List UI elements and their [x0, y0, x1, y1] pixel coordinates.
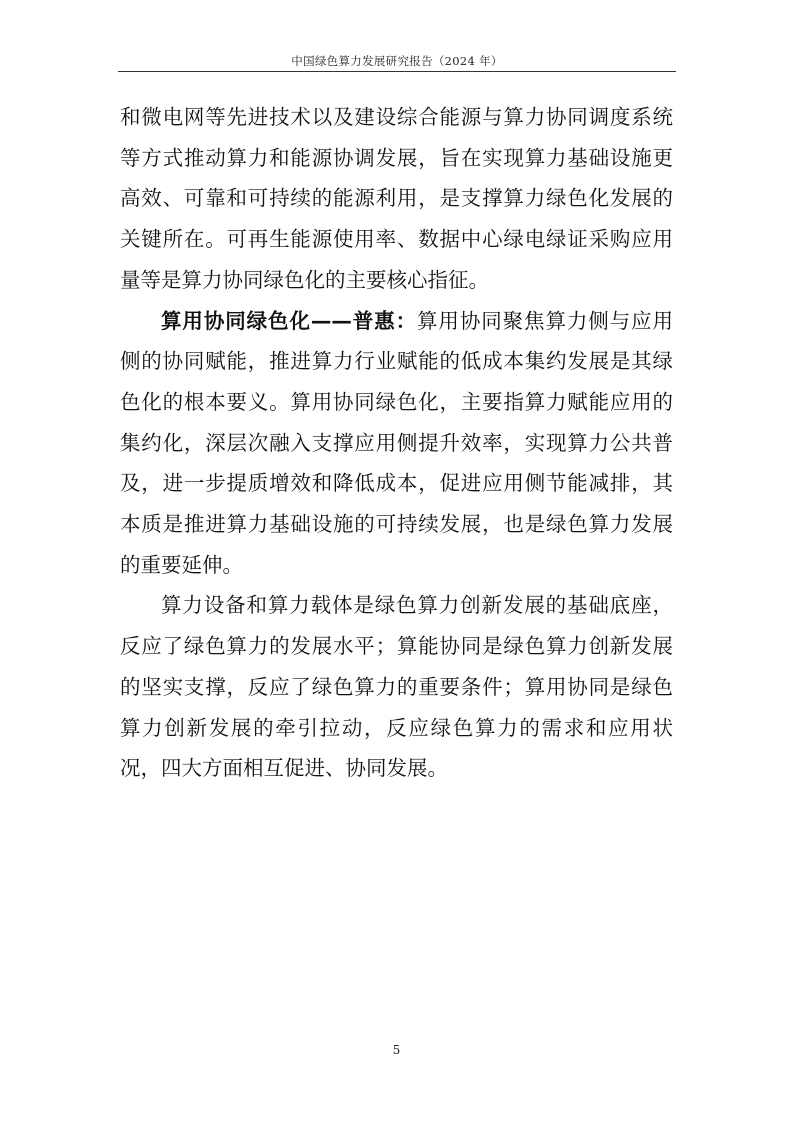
running-header: 中国绿色算力发展研究报告（2024 年） [291, 54, 503, 68]
paragraph-body: 算用协同聚焦算力侧与应用侧的协同赋能，推进算力行业赋能的低成本集约发展是其绿色化的根本要义。算用协同绿色化，主要指算力赋能应用的集约化，深层次融入支撑应用侧提升效率，实现算力公共普及，进一步提质增效和降低成本，促进应用侧节能减排，其本质是推进算力基础设施的可持续发展，也是绿色算力发展的重要延伸。 [120, 308, 673, 577]
body-text [120, 97, 673, 789]
page-number: 5 [392, 1043, 401, 1057]
header-divider [118, 71, 676, 72]
paragraph-energy-coordination: 和微电网等先进技术以及建设综合能源与算力协同调度系统等方式推动算力和能源协调发展，旨在实现算力基础设施更高效、可靠和可持续的能源利用，是支撑算力绿色化发展的关键所在。可再生能源使用率、数据中心绿电绿证采购应用量等是算力协同绿色化的主要核心指征。 [120, 105, 673, 292]
paragraph-application-coordination [120, 301, 673, 586]
paragraph-lead-heading: 算用协同绿色化——普惠： [161, 308, 417, 333]
paragraph-summary: 算力设备和算力载体是绿色算力创新发展的基础底座，反应了绿色算力的发展水平；算能协同是绿色算力创新发展的坚实支撑，反应了绿色算力的重要条件；算用协同是绿色算力创新发展的牵引拉动，反应绿色算力的需求和应用状况，四大方面相互促进、协同发展。 [120, 593, 673, 781]
